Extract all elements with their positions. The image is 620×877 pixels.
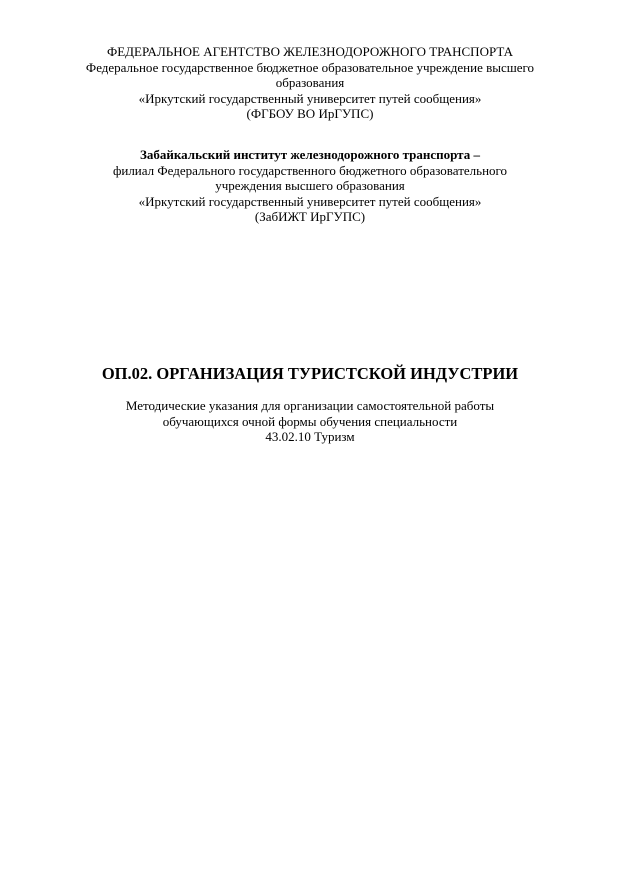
institute-branch-line: филиал Федерального государственного бюджетного образовательного [112,162,508,178]
institute-abbreviation: (ЗабИЖТ ИрГУПС) [254,209,366,224]
institute-name: Забайкальский институт железнодорожного транспорта – [140,147,480,162]
university-name: «Иркутский государственный университет путей сообщения» [138,90,482,106]
institute-header [0,147,620,225]
institute-university-name: «Иркутский государственный университет путей сообщения» [138,193,482,209]
subtitle-line-1: Методические указания для организации самостоятельной работы [125,398,495,413]
agency-header [0,44,620,122]
subtitle-line-2: обучающихся очной формы обучения специальности [162,413,458,429]
university-type-line-cont: образования [275,75,345,90]
university-abbreviation: (ФГБОУ ВО ИрГУПС) [246,106,374,121]
document-subtitle [0,398,620,445]
agency-name: ФЕДЕРАЛЬНОЕ АГЕНТСТВО ЖЕЛЕЗНОДОРОЖНОГО ТРАНСПОРТА [106,44,514,59]
institute-branch-line-cont: учреждения высшего образования [215,178,405,193]
document-title-block [0,364,620,384]
document-title: ОП.02. ОРГАНИЗАЦИЯ ТУРИСТСКОЙ ИНДУСТРИИ [101,364,519,383]
university-type-line: Федеральное государственное бюджетное образовательное учреждение высшего [85,59,535,75]
specialty-code: 43.02.10 Туризм [265,429,355,444]
